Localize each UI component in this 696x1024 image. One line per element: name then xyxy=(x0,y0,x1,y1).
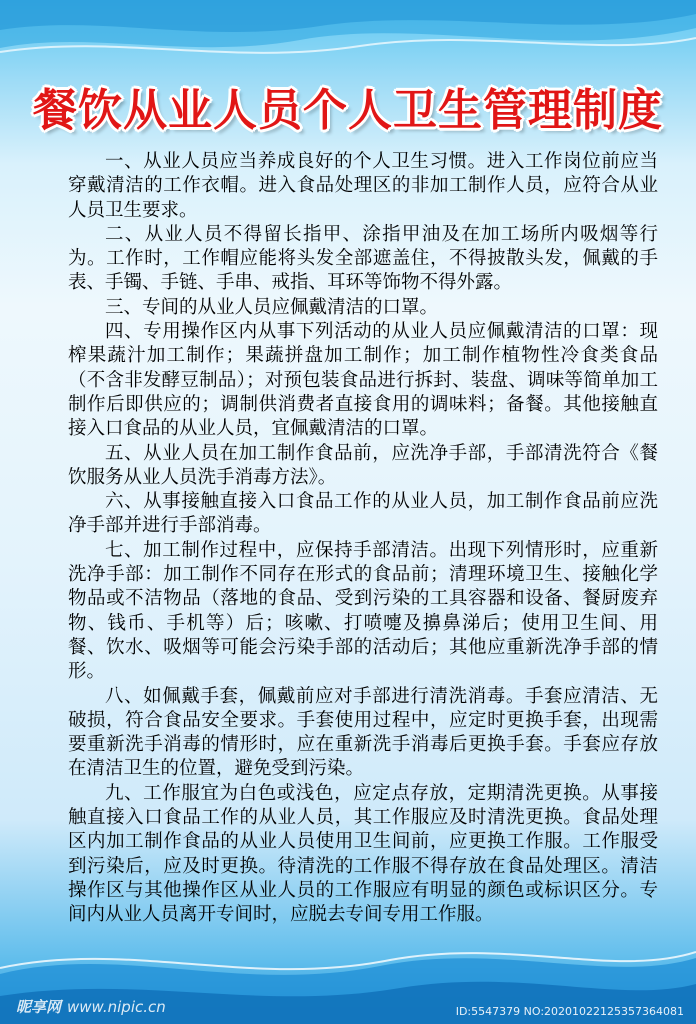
paragraph-6: 六、从事接触直接入口食品工作的从业人员，加工制作食品前应洗净手部并进行手部消毒。 xyxy=(68,491,658,537)
paragraph-2: 二、从业人员不得留长指甲、涂指甲油及在加工场所内吸烟等行为。工作时，工作帽应能将头发全部遮盖住，不得披散头发，佩戴的手表、手镯、手链、手串、戒指、耳环等饰物不得外露。 xyxy=(68,223,658,294)
paragraph-4: 四、专用操作区内从事下列活动的从业人员应佩戴清洁的口罩：现榨果蔬汁加工制作；果蔬拼盘加工制作；加工制作植物性冷食类食品（不含非发酵豆制品）；对预包装食品进行拆封、装盘、调味等简单加工制作后即供应的；调制供消费者直接食用的调味料；备餐。其他接触直接入口食品的从业人员，宜佩戴清洁的口罩。 xyxy=(68,321,658,440)
watermark-id: ID:5547379 NO:20201022125357364081 xyxy=(455,1005,684,1018)
watermark-url: www.nipic.cn xyxy=(67,998,166,1016)
page-title: 餐饮从业人员个人卫生管理制度 xyxy=(33,85,663,136)
watermark-brand: 昵享网 xyxy=(16,998,62,1016)
paragraph-7: 七、加工制作过程中，应保持手部清洁。出现下列情形时，应重新洗净手部：加工制作不同存在形式的食品前；清理环境卫生、接触化学物品或不洁物品（落地的食品、受到污染的工具容器和设备、餐厨废弃物、钱币、手机等）后；咳嗽、打喷嚏及擤鼻涕后；使用卫生间、用餐、饮水、吸烟等可能会污染手部的活动后；其他应重新洗净手部的情形。 xyxy=(68,539,658,683)
top-wave-decoration xyxy=(0,0,696,70)
paragraph-9: 九、工作服宜为白色或浅色，应定点存放，定期清洗更换。从事接触直接入口食品工作的从业人员，其工作服应及时清洗更换。食品处理区内加工制作食品的从业人员使用卫生间前，应更换工作服。工作服受到污染后，应及时更换。待清洗的工作服不得存放在食品处理区。清洁操作区与其他操作区从业人员的工作服应有明显的颜色或标识区分。专间内从业人员离开专间时，应脱去专间专用工作服。 xyxy=(68,782,658,926)
paragraph-8: 八、如佩戴手套，佩戴前应对手部进行清洗消毒。手套应清洁、无破损，符合食品安全要求。手套使用过程中，应定时更换手套，出现需要重新洗手消毒的情形时，应在重新洗手消毒后更换手套。手套应存放在清洁卫生的位置，避免受到污染。 xyxy=(68,685,658,780)
regulation-body xyxy=(68,150,658,928)
paragraph-5: 五、从业人员在加工制作食品前，应洗净手部，手部清洗符合《餐饮服务从业人员洗手消毒方法》。 xyxy=(68,442,658,488)
paragraph-1: 一、从业人员应当养成良好的个人卫生习惯。进入工作岗位前应当穿戴清洁的工作衣帽。进入食品处理区的非加工制作人员，应符合从业人员卫生要求。 xyxy=(68,151,658,221)
paragraph-3: 三、专间的从业人员应佩戴清洁的口罩。 xyxy=(105,296,439,318)
watermark-logo xyxy=(16,996,166,1018)
